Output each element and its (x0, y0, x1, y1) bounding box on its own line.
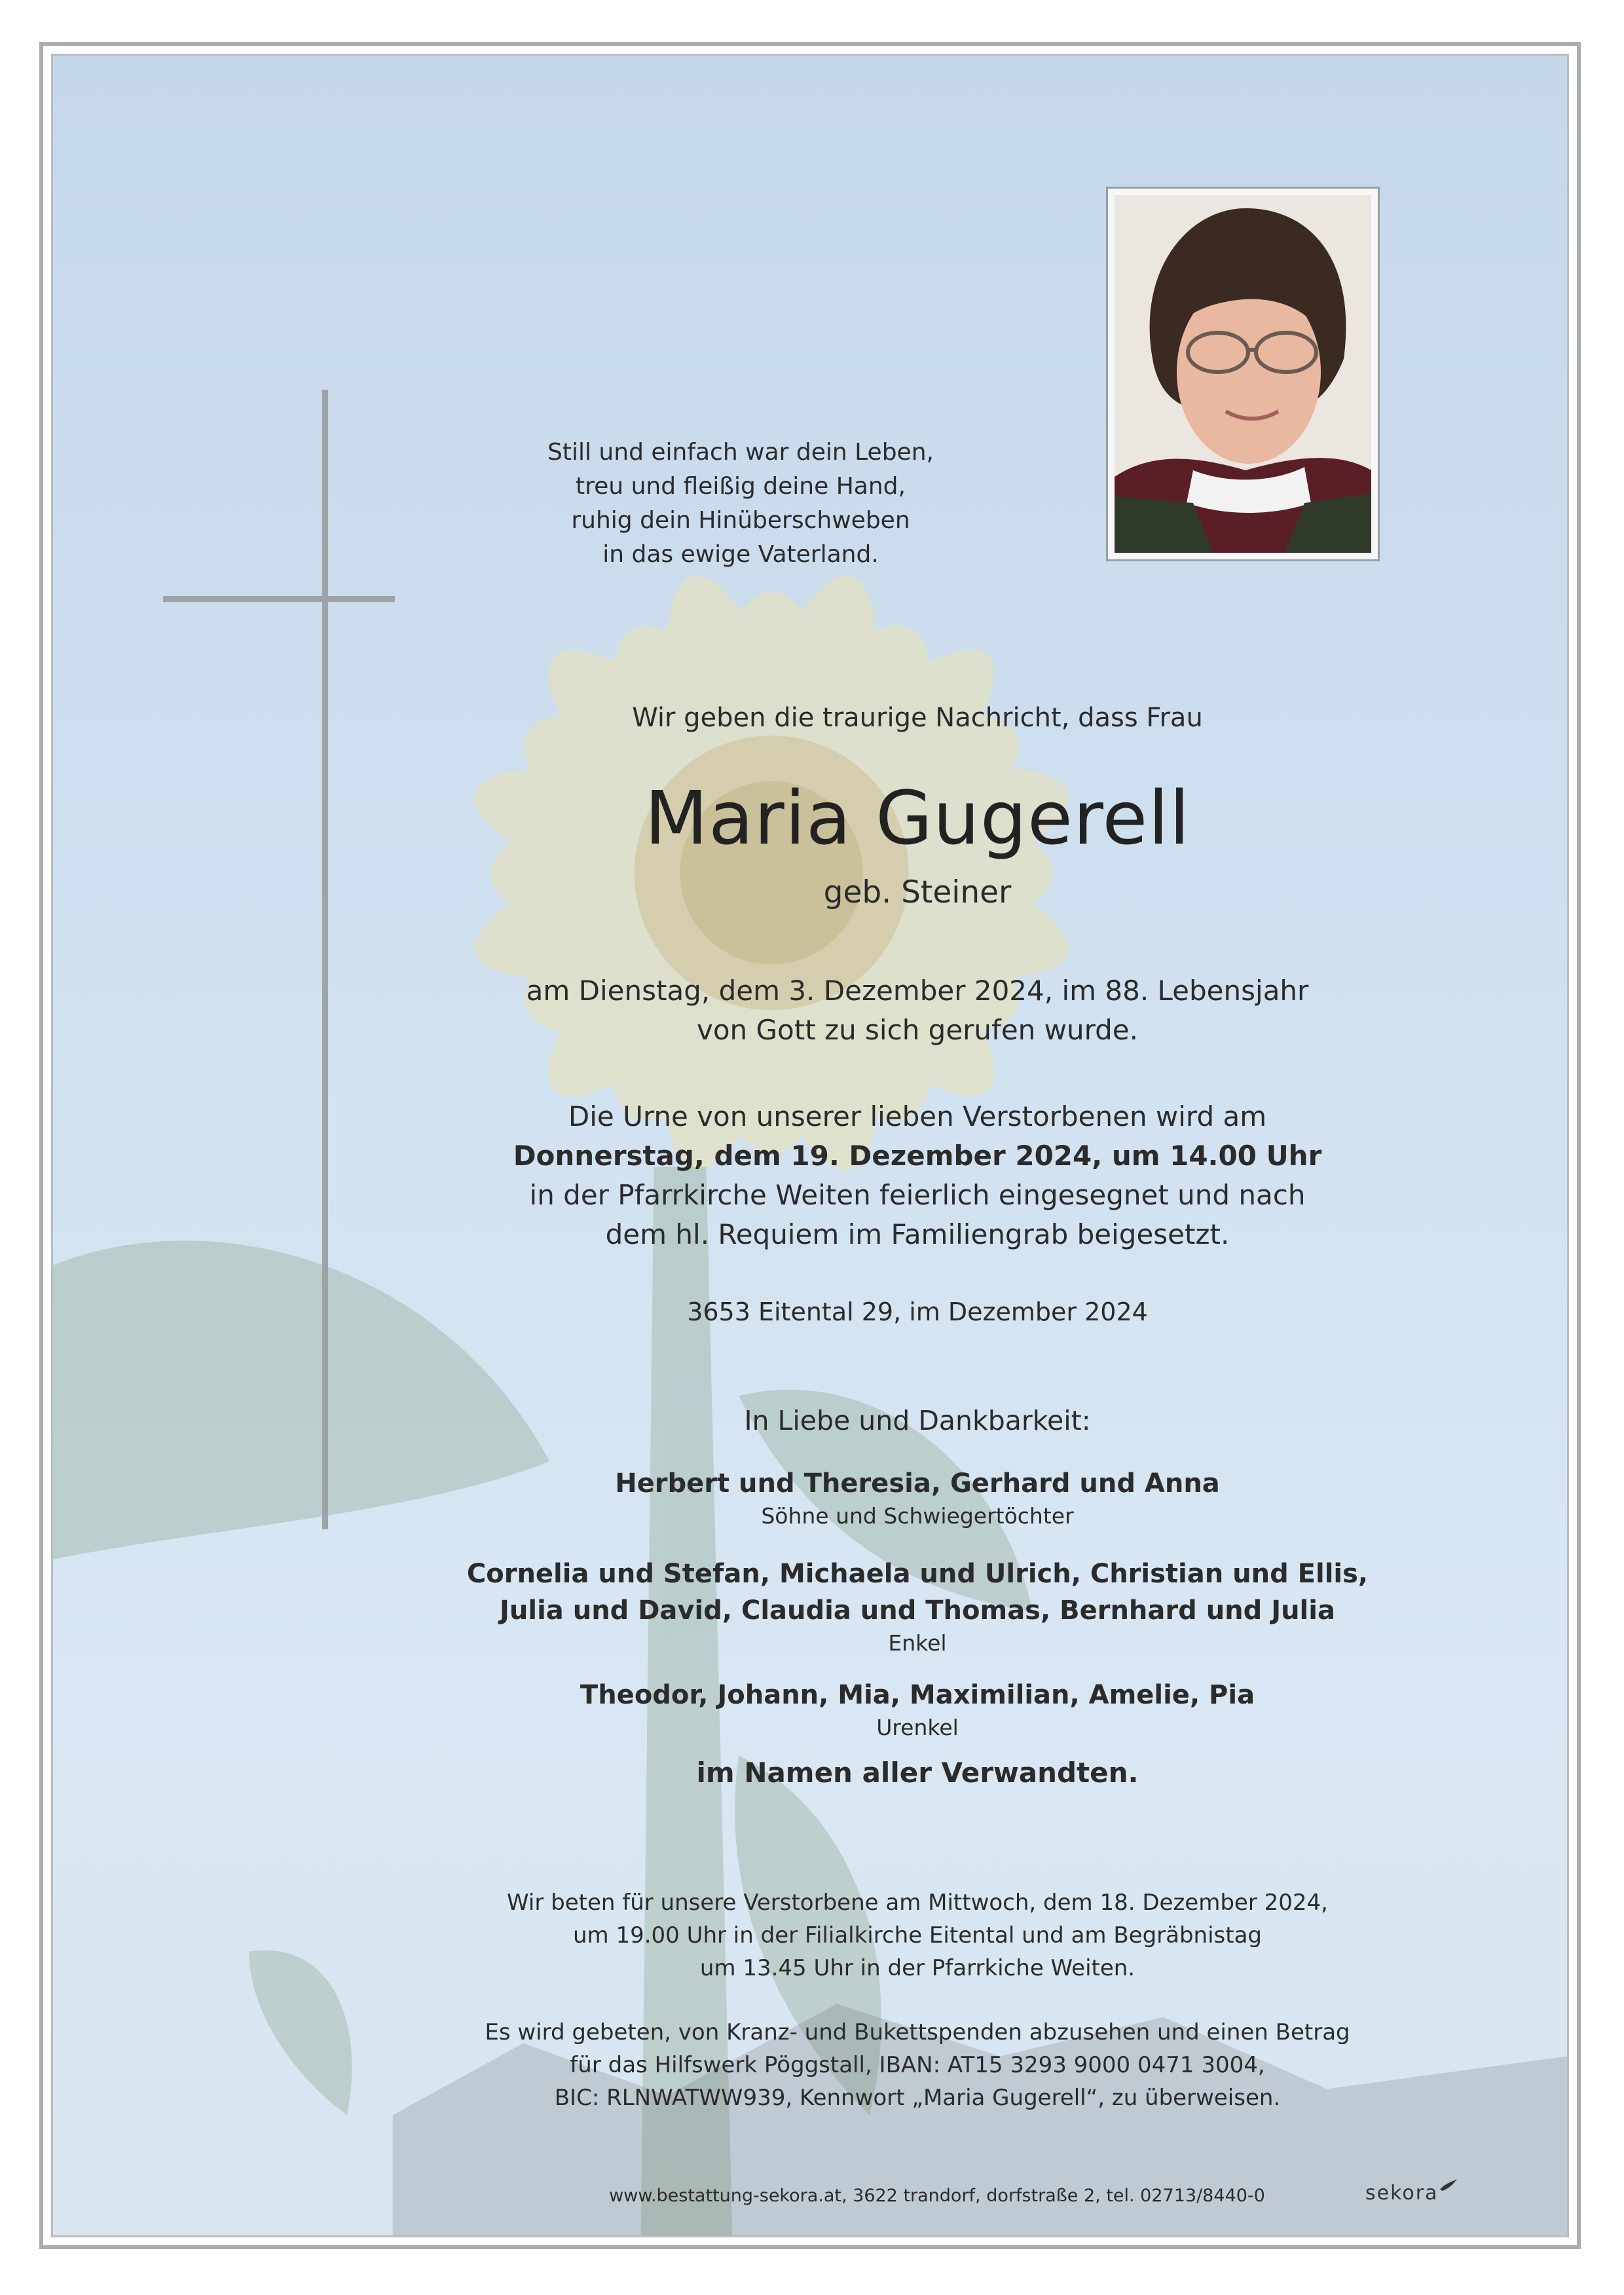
donation-line: für das Hilfswerk Pöggstall, IBAN: AT15 3293 9000 0471 3004, (570, 2052, 1265, 2078)
mourner-group-sons (420, 1465, 1415, 1531)
deceased-name: Maria Gugerell (644, 776, 1190, 861)
bird-icon (1439, 2178, 1458, 2193)
portrait-image (1115, 195, 1371, 553)
prayer-line: Wir beten für unsere Verstorbene am Mittwoch, dem 18. Dezember 2024, (507, 1890, 1328, 1916)
funeral-line: dem hl. Requiem im Familiengrab beigesetzt. (605, 1218, 1230, 1250)
funeral-line: Die Urne von unserer lieben Verstorbenen wird am (568, 1100, 1267, 1132)
death-notice (472, 971, 1363, 1050)
cross-horizontal-bar (163, 596, 395, 602)
mourners-closing: im Namen aller Verwandten. (696, 1757, 1139, 1789)
mourner-group-great-grandchildren (420, 1677, 1415, 1742)
prayer-line: um 19.00 Uhr in der Filialkirche Eitental und am Begräbnistag (572, 1922, 1263, 1949)
memorial-poem (505, 436, 976, 572)
mourner-group-grandchildren (420, 1556, 1415, 1658)
death-line: von Gott zu sich gerufen wurde. (696, 1014, 1138, 1046)
funeral-notice (472, 1097, 1363, 1254)
mourner-relation: Söhne und Schwiegertöchter (761, 1503, 1074, 1529)
prayer-notice (420, 1886, 1415, 1985)
mourner-names: Herbert und Theresia, Gerhard und Anna (615, 1468, 1220, 1499)
mourner-relation: Enkel (888, 1630, 947, 1656)
funeral-home-logo (1365, 2178, 1457, 2217)
announcement-intro: Wir geben die traurige Nachricht, dass Frau (632, 703, 1203, 733)
poem-line: Still und einfach war dein Leben, (547, 439, 934, 466)
poem-line: in das ewige Vaterland. (602, 541, 879, 568)
funeral-line: in der Pfarrkirche Weiten feierlich eingesegnet und nach (529, 1179, 1306, 1211)
poem-line: treu und fleißig deine Hand, (576, 473, 906, 500)
mourner-names: Cornelia und Stefan, Michaela und Ulrich, Christian und Ellis, (466, 1559, 1369, 1589)
donation-line: BIC: RLNWATWW939, Kennwort „Maria Gugerell“, zu überweisen. (554, 2085, 1281, 2111)
donation-notice (420, 2016, 1415, 2114)
funeral-home-contact: www.bestattung-sekora.at, 3622 trandorf, dorfstraße 2, tel. 02713/8440-0 (609, 2186, 1265, 2206)
mourner-relation: Urenkel (876, 1715, 959, 1740)
cross-vertical-bar (322, 390, 328, 1529)
donation-line: Es wird gebeten, von Kranz- und Bukettspenden abzusehen und einen Betrag (485, 2019, 1350, 2045)
notice-card (51, 54, 1569, 2237)
place-and-date: 3653 Eitental 29, im Dezember 2024 (687, 1297, 1148, 1326)
poem-line: ruhig dein Hinüberschweben (571, 507, 910, 534)
prayer-line: um 13.45 Uhr in der Pfarrkiche Weiten. (699, 1955, 1135, 1981)
logo-wordmark: sekora (1365, 2182, 1439, 2205)
mourner-names: Theodor, Johann, Mia, Maximilian, Amelie, Pia (580, 1680, 1255, 1710)
death-line: am Dienstag, dem 3. Dezember 2024, im 88. Lebensjahr (526, 975, 1309, 1007)
maiden-name: geb. Steiner (823, 874, 1012, 910)
funeral-date: Donnerstag, dem 19. Dezember 2024, um 14.00 Uhr (513, 1140, 1322, 1172)
portrait-photo (1106, 187, 1380, 561)
mourners-intro: In Liebe und Dankbarkeit: (744, 1405, 1091, 1436)
mourner-names: Julia und David, Claudia und Thomas, Bernhard und Julia (500, 1595, 1335, 1626)
